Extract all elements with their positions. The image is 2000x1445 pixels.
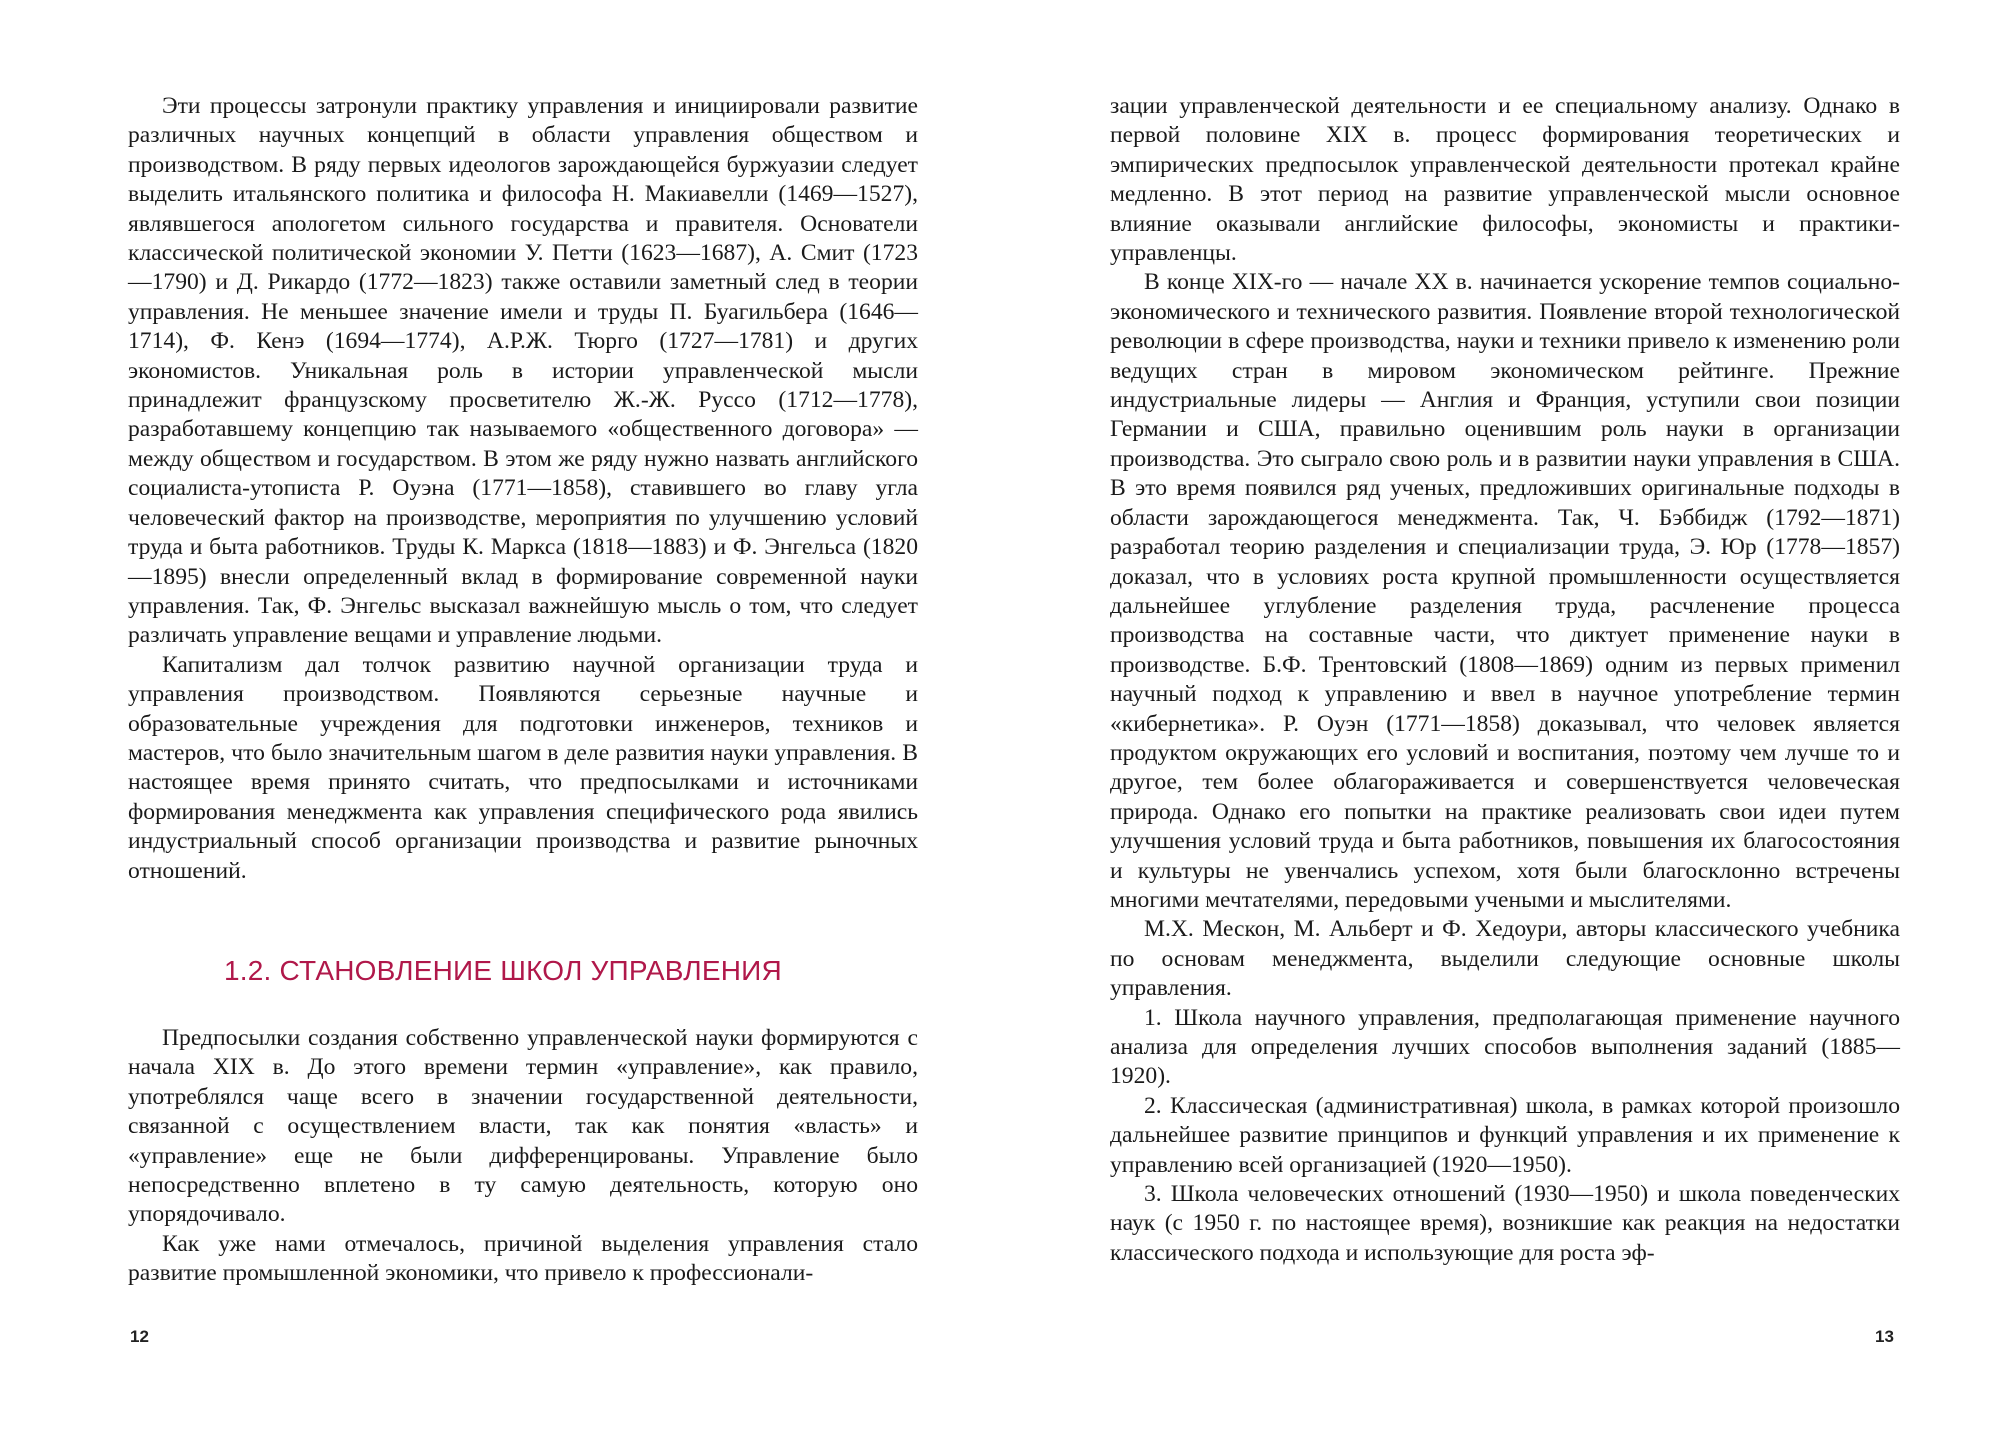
right-continuation-paragraph: зации управленческой деятельности и ее специальному анализу. Однако в первой половине XIX в. процесс формирования теоретических и эмпирических предпосылок управленческой деятельности протекал крайне медленно. В этот период на развитие управленческой мысли основное влияние оказывали английские философы, экономисты и практики-управленцы. <box>1110 93 1900 267</box>
left-paragraph-2: Капитализм дал толчок развитию научной организации труда и управления производством. Появляются серьезные научные и образовательные учреждения для подготовки инженеров, техников и мастеров, что было значительным шагом в деле развития науки управления. В настоящее время принято считать, что предпосылками и источниками формирования менеджмента как управления специфического рода явились индустриальный способ организации производства и развитие рыночных отношений. <box>128 651 918 884</box>
left-paragraph-3: Предпосылки создания собственно управленческой науки формируются с начала XIX в. До этого времени термин «управление», как правило, употреблялся чаще всего в значении государственной деятельности, связанной с осуществлением власти, так как понятия «власть» и «управление» еще не были дифференцированы. Управление было непосредственно вплетено в ту самую деятельность, которую оно упорядочивало. <box>128 1024 918 1228</box>
page-number-right: 13 <box>1875 1327 1894 1346</box>
right-paragraph-2: М.Х. Мескон, М. Альберт и Ф. Хедоури, авторы классического учебника по основам менеджмента, выделили следующие основные школы управления. <box>1110 916 1900 1002</box>
right-paragraph-1: В конце XIX-го — начале XX в. начинается ускорение темпов социально-экономического и технического развития. Появление второй технологической революции в сфере производства, науки и техники привело к изменению роли ведущих стран в мировом экономическом рейтинге. Прежние индустриальные лидеры — Англия и Франция, уступили свои позиции Германии и США, правильно оценившим роль науки в организации производства. Это сыграло свою роль и в развитии науки управления в США. В это время появился ряд ученых, предложивших оригинальные подходы в области зарождающегося менеджмента. Так, Ч. Бэббидж (1792—1871) разработал теорию разделения и специализации труда, Э. Юр (1778—1857) доказал, что в условиях роста крупной промышленности осуществляется дальнейшее углубление разделения труда, расчленение процесса производства на составные части, что диктует применение науки в производстве. Б.Ф. Трентовский (1808—1869) одним из первых применил научный подход к управлению и ввел в научное употребление термин «кибернетика». Р. Оуэн (1771—1858) доказывал, что человек является продуктом окружающих его условий и воспитания, поэтому чем лучше то и другое, тем более облагораживается и совершенствуется человеческая природа. Однако его попытки на практике реализовать свои идеи путем улучшения условий труда и быта работников, повышения их благосостояния и культуры не увенчались успехом, хотя были благосклонно встречены многими мечтателями, передовыми учеными и мыслителями. <box>1110 269 1900 913</box>
right-list-item-1: 1. Школа научного управления, предполагающая применение научного анализа для определения лучших способов выполнения заданий (1885—1920). <box>1110 1004 1900 1090</box>
left-paragraph-4: Как уже нами отмечалось, причиной выделения управления стало развитие промышленной экономики, что привело к профессионали- <box>128 1230 918 1287</box>
right-page <box>1110 92 1900 1268</box>
right-list-item-3: 3. Школа человеческих отношений (1930—1950) и школа поведенческих наук (с 1950 г. по настоящее время), возникшие как реакция на недостатки классического подхода и использующие для роста эф- <box>1110 1181 1900 1266</box>
page-number-left: 12 <box>130 1327 149 1346</box>
right-list-item-2: 2. Классическая (административная) школа, в рамках которой произошло дальнейшее развитие принципов и функций управления и их применение к управлению всей организацией (1920—1950). <box>1110 1092 1900 1178</box>
left-page <box>128 92 918 1289</box>
left-paragraph-1: Эти процессы затронули практику управления и инициировали развитие различных научных концепций в области управления обществом и производством. В ряду первых идеологов зарождающейся буржуазии следует выделить итальянского политика и философа Н. Макиавелли (1469—1527), являвшегося апологетом сильного государства и правителя. Основатели классической политической экономии У. Петти (1623—1687), А. Смит (1723—1790) и Д. Рикардо (1772—1823) также оставили заметный след в теории управления. Не меньшее значение имели и труды П. Буагильбера (1646—1714), Ф. Кенэ (1694—1774), А.Р.Ж. Тюрго (1727—1781) и других экономистов. Уникальная роль в истории управленческой мысли принадлежит французскому просветителю Ж.-Ж. Руссо (1712—1778), разработавшему концепцию так называемого «общественного договора» — между обществом и государством. В этом же ряду нужно назвать английского социалиста-утописта Р. Оуэна (1771—1858), ставившего во главу угла человеческий фактор на производстве, мероприятия по улучшению условий труда и быта работников. Труды К. Маркса (1818—1883) и Ф. Энгельса (1820—1895) внесли определенный вклад в формирование современной науки управления. Так, Ф. Энгельс высказал важнейшую мысль о том, что следует различать управление вещами и управление людьми. <box>128 93 918 649</box>
section-heading: 1.2. СТАНОВЛЕНИЕ ШКОЛ УПРАВЛЕНИЯ <box>224 954 782 986</box>
